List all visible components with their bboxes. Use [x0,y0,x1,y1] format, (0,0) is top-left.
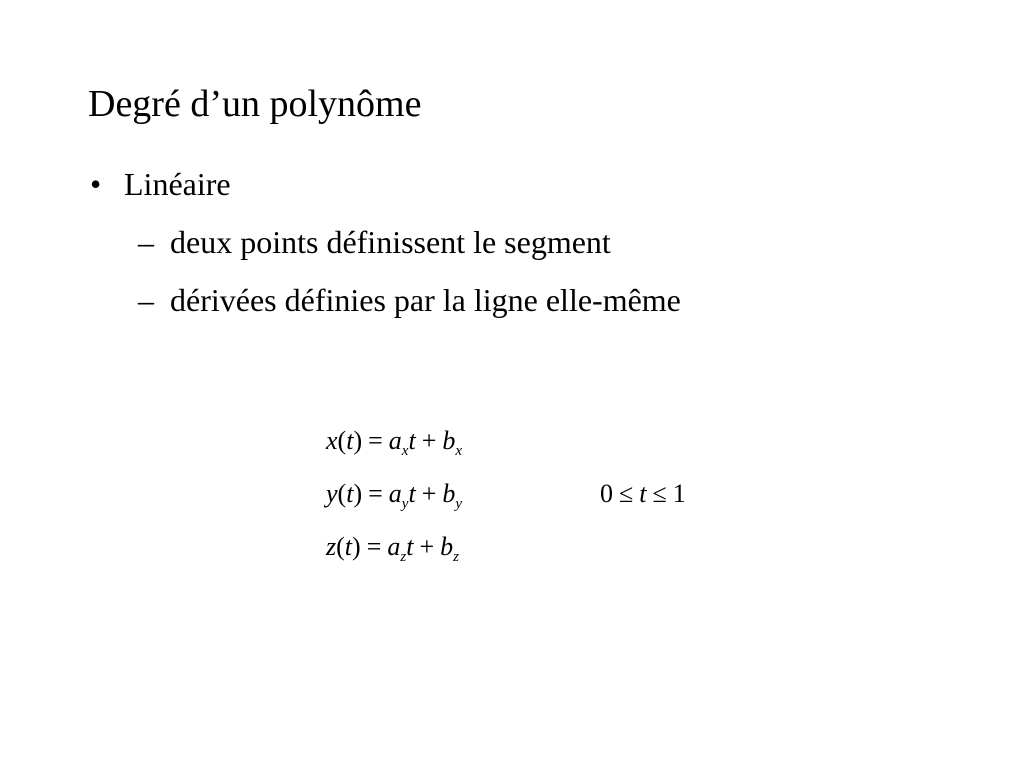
eq-t: t [406,532,414,561]
eq-paren-open: ( [336,532,345,561]
eq-coef-b: b [442,426,456,455]
bullet-item [90,163,231,205]
eq-coef-b: b [440,532,454,561]
range-variable: t [639,479,647,508]
dash-icon: – [138,224,154,260]
dash-icon: – [138,282,154,318]
eq-paren-open: ( [337,426,347,455]
eq-argument: t [346,479,354,508]
subpoint-item [138,279,681,321]
equation-x [326,424,462,458]
parameter-range [600,477,686,511]
range-le: ≤ [652,479,667,508]
eq-argument: t [344,532,353,561]
eq-coef-b-sub: z [453,549,459,565]
eq-coef-a-sub: x [401,443,409,459]
bullet-text: Linéaire [124,166,231,202]
eq-coef-a: a [388,426,402,455]
slide-title: Degré d’un polynôme [88,83,422,125]
eq-coef-b: b [442,479,456,508]
eq-variable: z [326,532,337,561]
subpoint-item [138,221,611,263]
equation-z [326,530,459,564]
eq-plus: + [419,532,435,561]
range-high: 1 [672,479,686,508]
eq-t: t [408,426,416,455]
eq-equals: = [368,479,383,508]
eq-coef-b-sub: x [455,443,463,459]
eq-plus: + [421,426,437,455]
subpoint-text: dérivées définies par la ligne elle-même [170,282,681,318]
eq-variable: x [326,426,338,455]
eq-paren-open: ( [337,479,347,508]
eq-paren-close: ) [352,532,361,561]
bullet-icon: • [90,166,102,202]
subpoint-text: deux points définissent le segment [170,224,611,260]
equation-y [326,477,462,511]
eq-plus: + [421,479,437,508]
range-low: 0 [600,479,613,508]
eq-coef-a: a [387,532,401,561]
eq-coef-a: a [388,479,402,508]
eq-coef-a-sub: y [401,496,409,512]
eq-variable: y [326,479,338,508]
eq-equals: = [366,532,382,561]
range-le: ≤ [619,479,634,508]
eq-coef-b-sub: y [455,496,463,512]
eq-paren-close: ) [353,426,363,455]
eq-argument: t [346,426,354,455]
eq-coef-a-sub: z [400,549,407,565]
eq-paren-close: ) [353,479,363,508]
eq-t: t [408,479,416,508]
eq-equals: = [368,426,383,455]
